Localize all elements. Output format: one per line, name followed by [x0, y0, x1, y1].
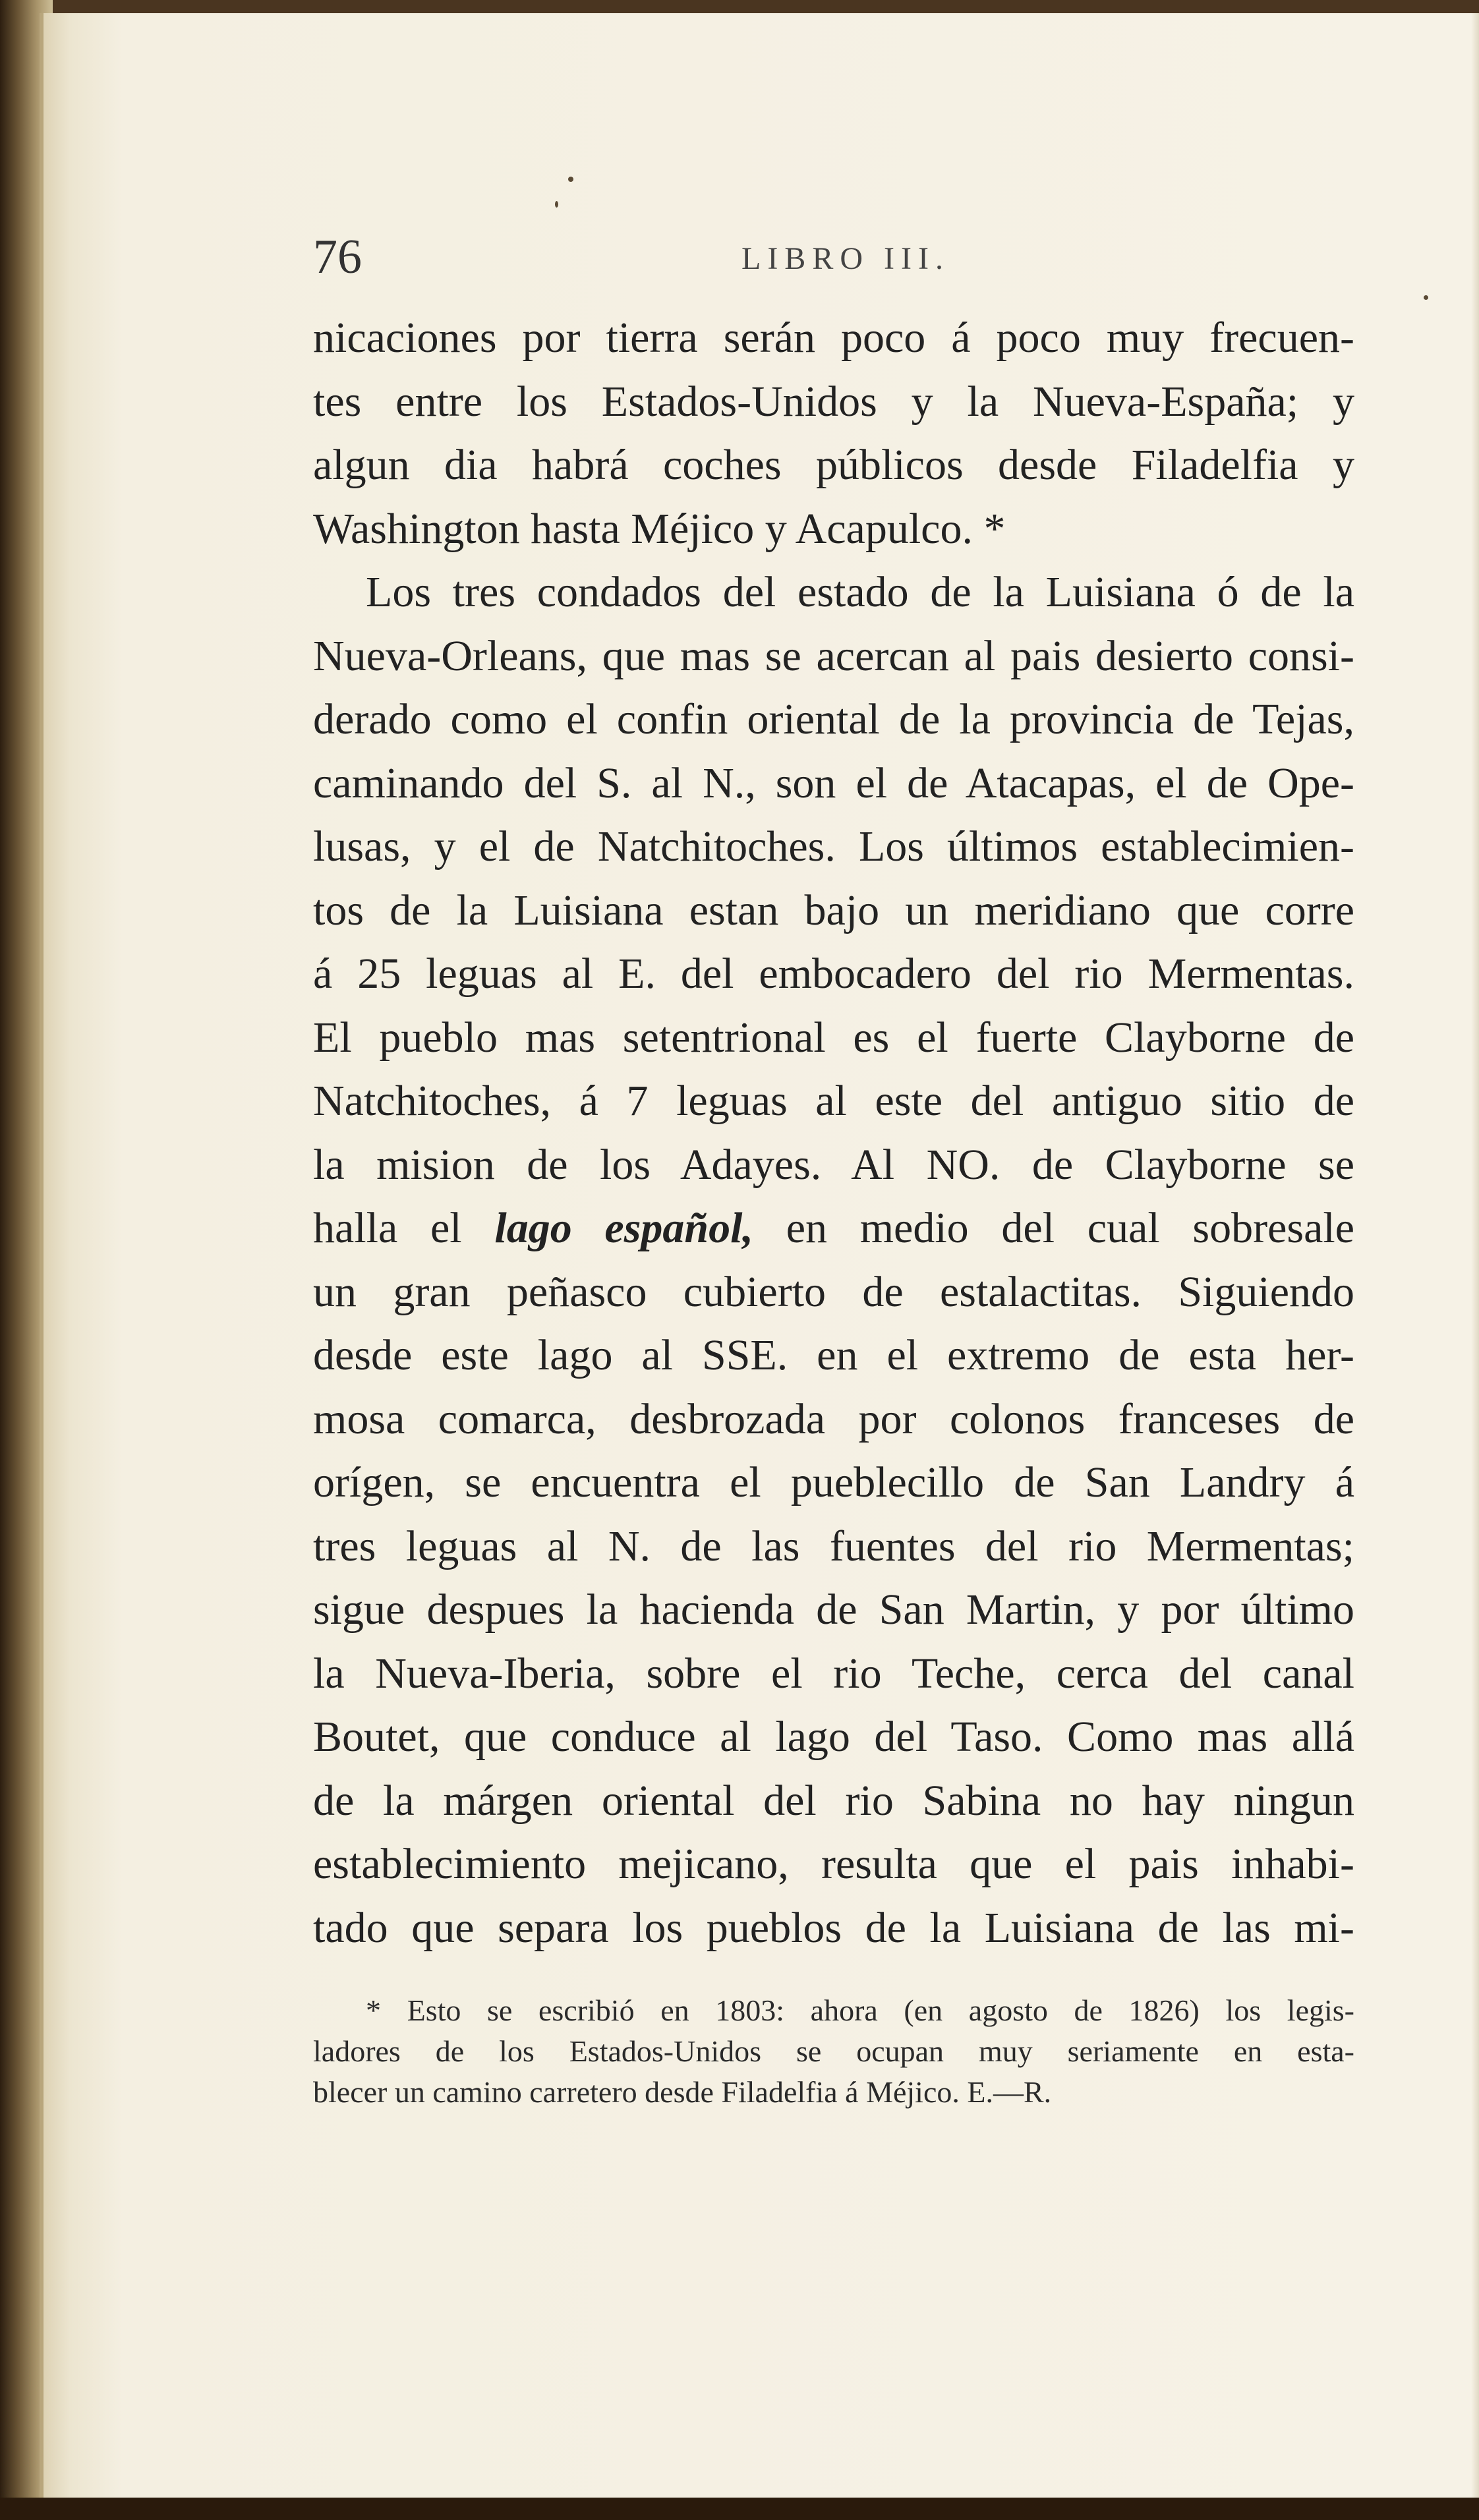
italic-term: lago español, [494, 1204, 753, 1252]
text-line: tado que separa los pueblos de la Luisiana de las mi- [313, 1903, 1354, 1952]
text-segment: en medio del cual sobresale [786, 1204, 1354, 1252]
text-line: de la márgen oriental del rio Sabina no hay ningun [313, 1776, 1354, 1825]
text-line: orígen, se encuentra el pueblecillo de San Landry á [313, 1458, 1354, 1506]
text-line: Washington hasta Méjico y Acapulco. * [313, 504, 1006, 553]
text-line: derado como el confin oriental de la provincia de Tejas, [313, 695, 1354, 743]
text-line: tos de la Luisiana estan bajo un meridiano que corre [313, 886, 1354, 934]
text-line: un gran peñasco cubierto de estalactitas. Siguiendo [313, 1267, 1354, 1316]
footnote-line: ladores de los Estados-Unidos se ocupan muy seriamente en esta- [313, 2034, 1354, 2068]
text-line: tes entre los Estados-Unidos y la Nueva-España; y [313, 377, 1354, 426]
running-head: LIBRO III. [741, 241, 950, 276]
text-line: El pueblo mas setentrional es el fuerte Clayborne de [313, 1013, 1354, 1062]
ink-speck [568, 177, 573, 182]
ink-speck [1424, 295, 1428, 300]
text-line: Natchitoches, á 7 leguas al este del antiguo sitio de [313, 1077, 1354, 1125]
text-line: lusas, y el de Natchitoches. Los últimos establecimien- [313, 822, 1354, 871]
text-line: establecimiento mejicano, resulta que el pais inhabi- [313, 1840, 1354, 1888]
page-header [313, 227, 1368, 287]
book-bottom-edge [0, 2498, 1479, 2520]
text-line: nicaciones por tierra serán poco á poco muy frecuen- [313, 314, 1354, 362]
text-segment: halla el [313, 1204, 462, 1252]
text-line: Boutet, que conduce al lago del Taso. Como mas allá [313, 1713, 1354, 1761]
page-number: 76 [313, 230, 362, 284]
text-line: Los tres condados del estado de la Luisiana ó de la [366, 568, 1354, 616]
text-line: mosa comarca, desbrozada por colonos franceses de [313, 1394, 1354, 1443]
text-line: caminando del S. al N., son el de Atacapas, el de Ope- [313, 759, 1354, 807]
footnote [313, 1990, 1354, 2113]
text-line: sigue despues la hacienda de San Martin, y por último [313, 1586, 1354, 1634]
text-line: Nueva-Orleans, que mas se acercan al pais desierto consi- [313, 631, 1354, 680]
text-line: algun dia habrá coches públicos desde Filadelfia y [313, 441, 1354, 489]
footnote-line: blecer un camino carretero desde Filadelfia á Méjico. E.—R. [313, 2075, 1052, 2109]
ink-speck [555, 201, 558, 208]
body-text [313, 306, 1354, 1960]
text-line-with-italic [313, 1197, 1354, 1261]
text-line: desde este lago al SSE. en el extremo de esta her- [313, 1331, 1354, 1379]
text-line: la Nueva-Iberia, sobre el rio Teche, cerca del canal [313, 1649, 1354, 1698]
footnote-line: * Esto se escribió en 1803: ahora (en agosto de 1826) los legis- [366, 1993, 1354, 2027]
text-line: á 25 leguas al E. del embocadero del rio Mermentas. [313, 950, 1354, 998]
text-line: la mision de los Adayes. Al NO. de Clayborne se [313, 1140, 1354, 1189]
text-line: tres leguas al N. de las fuentes del rio Mermentas; [313, 1522, 1354, 1570]
page-right-edge [1471, 13, 1479, 2498]
